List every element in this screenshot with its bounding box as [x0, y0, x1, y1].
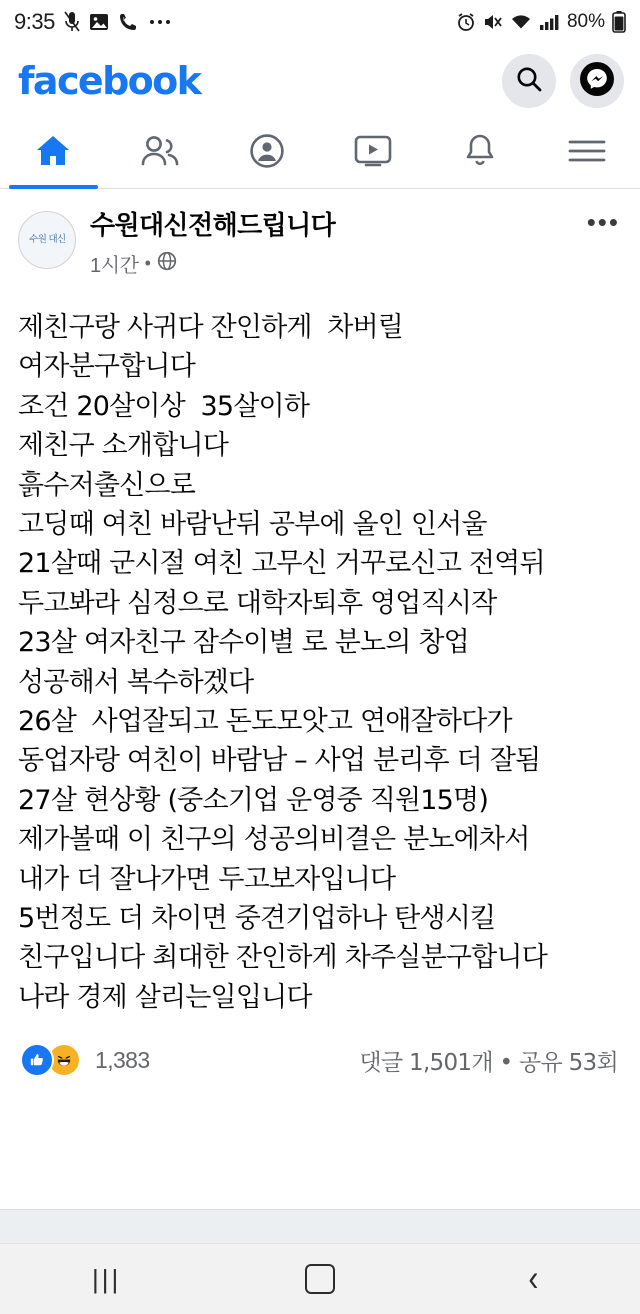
post-text-line: 23살 여자친구 잠수이별 로 분노의 창업: [18, 627, 469, 659]
header-actions: [502, 54, 624, 108]
image-icon: [89, 13, 109, 31]
nav-back-button[interactable]: [427, 1257, 640, 1299]
tab-friends[interactable]: [107, 118, 214, 188]
wifi-icon: [510, 13, 532, 31]
post-text-line: 조건 20살이상 35살이하: [18, 390, 310, 422]
facebook-logo[interactable]: facebook: [18, 59, 201, 103]
post-more-options-button[interactable]: •••: [586, 207, 620, 237]
tab-home[interactable]: [0, 118, 107, 188]
mute-icon: [483, 13, 503, 31]
post-text-line: 제친구 소개합니다: [18, 430, 229, 462]
post-text-line: 내가 더 잘나가면 두고보자입니다: [18, 863, 396, 895]
page-name[interactable]: 수원대신전해드립니다: [90, 210, 336, 240]
avatar-label: 수원 대신: [28, 233, 66, 245]
post-timestamp: 1시간: [90, 254, 139, 277]
battery-percent-label: 80%: [566, 11, 605, 32]
status-bar-left: [14, 9, 171, 35]
tab-watch[interactable]: [320, 118, 427, 188]
hamburger-icon: [567, 138, 607, 169]
post-text-line: 제가볼때 이 친구의 성공의비결은 분노에차서: [18, 824, 530, 856]
post-text-line: 흙수저출신으로: [18, 469, 195, 501]
nav-home-button[interactable]: [213, 1264, 426, 1294]
post-text-line: 21살때 군시절 여친 고무신 거꾸로신고 전역뒤: [18, 548, 545, 580]
status-bar-right: [456, 11, 626, 33]
post-header-info: [90, 211, 577, 278]
bottom-divider: [0, 1209, 640, 1244]
globe-icon: [157, 251, 177, 276]
status-clock: 9:35: [14, 9, 55, 34]
video-icon: [353, 134, 393, 173]
more-dots-icon: [149, 18, 171, 26]
post-body: [0, 282, 640, 1027]
post-text-line: 고딩때 여친 바람난뒤 공부에 올인 인서울: [18, 508, 487, 540]
status-bar: [0, 0, 640, 44]
tab-groups[interactable]: [213, 118, 320, 188]
post-header: [0, 189, 640, 282]
post: [0, 189, 640, 1095]
search-icon: [515, 65, 543, 98]
friends-icon: [139, 134, 181, 173]
recents-icon: |||: [92, 1263, 122, 1294]
nav-recents-button[interactable]: [0, 1264, 213, 1295]
tab-menu[interactable]: [533, 118, 640, 188]
alarm-icon: [456, 12, 476, 32]
post-text-line: 동업자랑 여친이 바람남 – 사업 분리후 더 잘됨: [18, 745, 541, 777]
battery-icon: [612, 11, 626, 33]
post-meta: [90, 249, 577, 278]
reaction-icons: [20, 1043, 81, 1077]
svg-text:kako: kako: [123, 17, 135, 23]
groups-icon: [247, 133, 287, 174]
home-square-icon: [305, 1264, 335, 1294]
home-icon: [33, 133, 73, 174]
facebook-header: [0, 44, 640, 118]
bell-icon: [463, 133, 497, 174]
messenger-button[interactable]: [570, 54, 624, 108]
reaction-summary[interactable]: [20, 1043, 150, 1077]
signal-icon: [539, 13, 559, 31]
search-button[interactable]: [502, 54, 556, 108]
messenger-icon: [580, 62, 614, 101]
phone-icon: [118, 13, 140, 31]
post-text-line: 5번정도 더 차이면 중견기업하나 탄생시킬: [18, 902, 496, 934]
comments-shares-label[interactable]: 댓글 1,501개 • 공유 53회: [359, 1049, 618, 1076]
tab-notifications[interactable]: [427, 118, 534, 188]
post-text-line: 나라 경제 살리는일입니다: [18, 981, 312, 1013]
microphone-mute-icon: [64, 11, 80, 33]
back-chevron-icon: ‹: [528, 1257, 539, 1299]
avatar[interactable]: [18, 211, 76, 269]
post-text-line: 친구입니다 최대한 잔인하게 차주실분구합니다: [18, 942, 547, 974]
post-text-line: 성공해서 복수하겠다: [18, 666, 254, 698]
post-text-line: 27살 현상황 (중소기업 운영중 직원15명): [18, 784, 489, 816]
post-text-line: 26살 사업잘되고 돈도모앗고 연애잘하다가: [18, 705, 512, 737]
reaction-bar: [0, 1027, 640, 1095]
post-text-line: 제친구랑 사귀다 잔인하게 차버릴: [18, 311, 404, 343]
post-text-line: 여자분구합니다: [18, 351, 195, 383]
system-navigation-bar: [0, 1243, 640, 1314]
reaction-count: 1,383: [95, 1046, 150, 1073]
meta-separator: •: [144, 252, 151, 273]
main-tab-bar: [0, 118, 640, 189]
thumbs-up-icon: [20, 1043, 54, 1077]
post-text-line: 두고봐라 심정으로 대학자퇴후 영업직시작: [18, 587, 497, 619]
